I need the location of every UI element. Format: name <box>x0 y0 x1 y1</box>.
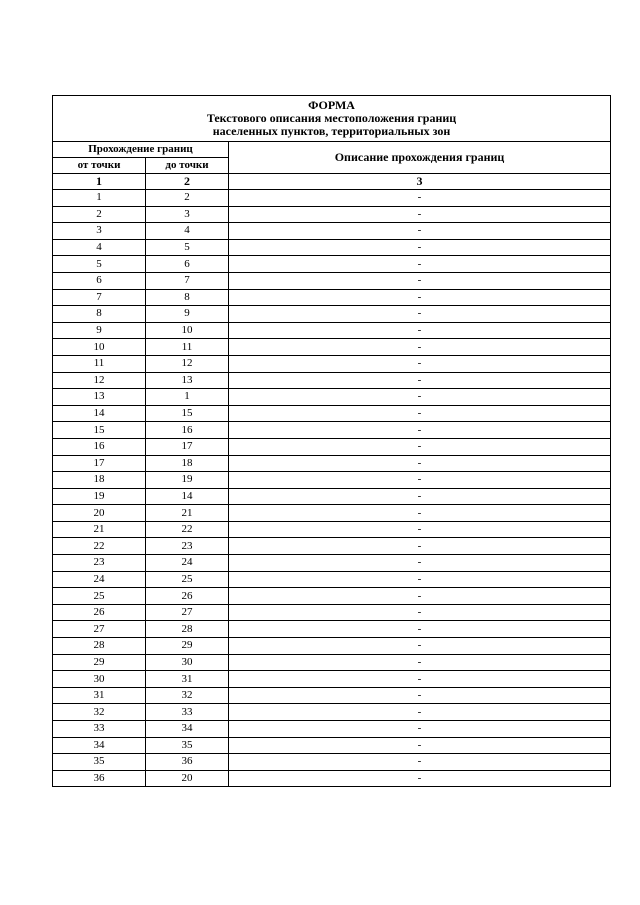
description-header: Описание прохождения границ <box>229 142 611 174</box>
to-point-cell: 9 <box>146 306 229 323</box>
table-row <box>53 704 611 721</box>
to-point-cell: 3 <box>146 206 229 223</box>
table-row <box>53 206 611 223</box>
description-cell: - <box>229 223 611 240</box>
table-row <box>53 555 611 572</box>
table-row <box>53 190 611 207</box>
table-row <box>53 322 611 339</box>
to-point-cell: 18 <box>146 455 229 472</box>
from-point-cell: 21 <box>53 521 146 538</box>
from-point-cell: 11 <box>53 355 146 372</box>
to-point-cell: 27 <box>146 604 229 621</box>
from-point-cell: 30 <box>53 671 146 688</box>
table-row <box>53 737 611 754</box>
from-point-cell: 29 <box>53 654 146 671</box>
table-row <box>53 588 611 605</box>
description-cell: - <box>229 571 611 588</box>
from-point-cell: 10 <box>53 339 146 356</box>
from-point-header: от точки <box>53 158 146 174</box>
from-point-cell: 26 <box>53 604 146 621</box>
description-cell: - <box>229 422 611 439</box>
table-row <box>53 505 611 522</box>
description-cell: - <box>229 555 611 572</box>
description-cell: - <box>229 472 611 489</box>
to-point-cell: 2 <box>146 190 229 207</box>
description-cell: - <box>229 770 611 787</box>
from-point-cell: 14 <box>53 405 146 422</box>
description-cell: - <box>229 604 611 621</box>
description-cell: - <box>229 505 611 522</box>
description-cell: - <box>229 654 611 671</box>
to-point-cell: 17 <box>146 438 229 455</box>
from-point-cell: 17 <box>53 455 146 472</box>
table-row <box>53 455 611 472</box>
table-row <box>53 472 611 489</box>
from-point-cell: 23 <box>53 555 146 572</box>
column-number-3: 3 <box>229 174 611 190</box>
table-row <box>53 638 611 655</box>
to-point-cell: 36 <box>146 754 229 771</box>
to-point-cell: 34 <box>146 721 229 738</box>
to-point-cell: 4 <box>146 223 229 240</box>
column-number-2: 2 <box>146 174 229 190</box>
from-point-cell: 33 <box>53 721 146 738</box>
form-title-row <box>53 96 611 142</box>
table-row <box>53 521 611 538</box>
from-point-cell: 25 <box>53 588 146 605</box>
description-cell: - <box>229 588 611 605</box>
to-point-cell: 10 <box>146 322 229 339</box>
to-point-cell: 13 <box>146 372 229 389</box>
table-row <box>53 654 611 671</box>
to-point-cell: 7 <box>146 272 229 289</box>
from-point-cell: 27 <box>53 621 146 638</box>
to-point-cell: 25 <box>146 571 229 588</box>
to-point-cell: 33 <box>146 704 229 721</box>
from-point-cell: 22 <box>53 538 146 555</box>
description-cell: - <box>229 206 611 223</box>
form-title-line-2: Текстового описания местоположения границ <box>206 111 457 125</box>
to-point-cell: 8 <box>146 289 229 306</box>
table-row <box>53 289 611 306</box>
from-point-cell: 7 <box>53 289 146 306</box>
table-row <box>53 721 611 738</box>
description-cell: - <box>229 239 611 256</box>
table-row <box>53 405 611 422</box>
table-row <box>53 372 611 389</box>
description-cell: - <box>229 438 611 455</box>
description-cell: - <box>229 389 611 406</box>
to-point-cell: 26 <box>146 588 229 605</box>
table-row <box>53 355 611 372</box>
description-cell: - <box>229 538 611 555</box>
table-row <box>53 621 611 638</box>
boundary-description-table <box>52 95 611 787</box>
to-point-cell: 12 <box>146 355 229 372</box>
from-point-cell: 9 <box>53 322 146 339</box>
to-point-cell: 6 <box>146 256 229 273</box>
table-row <box>53 339 611 356</box>
to-point-header: до точки <box>146 158 229 174</box>
description-cell: - <box>229 455 611 472</box>
to-point-cell: 20 <box>146 770 229 787</box>
description-cell: - <box>229 687 611 704</box>
to-point-cell: 32 <box>146 687 229 704</box>
table-row <box>53 770 611 787</box>
table-row <box>53 571 611 588</box>
form-title <box>53 96 611 142</box>
from-point-cell: 19 <box>53 488 146 505</box>
to-point-cell: 19 <box>146 472 229 489</box>
description-cell: - <box>229 289 611 306</box>
from-point-cell: 18 <box>53 472 146 489</box>
table-row <box>53 754 611 771</box>
from-point-cell: 6 <box>53 272 146 289</box>
description-cell: - <box>229 754 611 771</box>
description-cell: - <box>229 737 611 754</box>
to-point-cell: 16 <box>146 422 229 439</box>
description-cell: - <box>229 339 611 356</box>
to-point-cell: 1 <box>146 389 229 406</box>
to-point-cell: 30 <box>146 654 229 671</box>
to-point-cell: 24 <box>146 555 229 572</box>
to-point-cell: 28 <box>146 621 229 638</box>
table-row <box>53 272 611 289</box>
to-point-cell: 23 <box>146 538 229 555</box>
form-title-line-1: ФОРМА <box>308 98 355 112</box>
from-point-cell: 16 <box>53 438 146 455</box>
table-row <box>53 223 611 240</box>
description-cell: - <box>229 521 611 538</box>
from-point-cell: 15 <box>53 422 146 439</box>
from-point-cell: 34 <box>53 737 146 754</box>
description-cell: - <box>229 638 611 655</box>
to-point-cell: 14 <box>146 488 229 505</box>
form-title-line-3: населенных пунктов, территориальных зон <box>212 124 451 138</box>
description-cell: - <box>229 704 611 721</box>
from-point-cell: 28 <box>53 638 146 655</box>
from-point-cell: 1 <box>53 190 146 207</box>
description-cell: - <box>229 190 611 207</box>
from-point-cell: 32 <box>53 704 146 721</box>
from-point-cell: 31 <box>53 687 146 704</box>
from-point-cell: 35 <box>53 754 146 771</box>
table-row <box>53 422 611 439</box>
from-point-cell: 8 <box>53 306 146 323</box>
description-cell: - <box>229 355 611 372</box>
table-row <box>53 604 611 621</box>
description-cell: - <box>229 488 611 505</box>
to-point-cell: 35 <box>146 737 229 754</box>
to-point-cell: 21 <box>146 505 229 522</box>
to-point-cell: 22 <box>146 521 229 538</box>
to-point-cell: 5 <box>146 239 229 256</box>
description-cell: - <box>229 671 611 688</box>
description-cell: - <box>229 621 611 638</box>
table-row <box>53 488 611 505</box>
from-point-cell: 4 <box>53 239 146 256</box>
table-row <box>53 538 611 555</box>
column-numbers-row <box>53 174 611 190</box>
to-point-cell: 15 <box>146 405 229 422</box>
table-row <box>53 687 611 704</box>
header-row-1 <box>53 142 611 158</box>
from-point-cell: 2 <box>53 206 146 223</box>
description-cell: - <box>229 405 611 422</box>
description-cell: - <box>229 322 611 339</box>
description-cell: - <box>229 272 611 289</box>
table-row <box>53 671 611 688</box>
from-point-cell: 24 <box>53 571 146 588</box>
from-point-cell: 36 <box>53 770 146 787</box>
table-row <box>53 389 611 406</box>
description-cell: - <box>229 306 611 323</box>
from-point-cell: 20 <box>53 505 146 522</box>
table-row <box>53 306 611 323</box>
table-row <box>53 438 611 455</box>
to-point-cell: 31 <box>146 671 229 688</box>
table-row <box>53 256 611 273</box>
to-point-cell: 29 <box>146 638 229 655</box>
to-point-cell: 11 <box>146 339 229 356</box>
column-number-1: 1 <box>53 174 146 190</box>
passage-header: Прохождение границ <box>53 142 229 158</box>
table-row <box>53 239 611 256</box>
from-point-cell: 3 <box>53 223 146 240</box>
from-point-cell: 12 <box>53 372 146 389</box>
from-point-cell: 5 <box>53 256 146 273</box>
description-cell: - <box>229 372 611 389</box>
description-cell: - <box>229 256 611 273</box>
description-cell: - <box>229 721 611 738</box>
from-point-cell: 13 <box>53 389 146 406</box>
